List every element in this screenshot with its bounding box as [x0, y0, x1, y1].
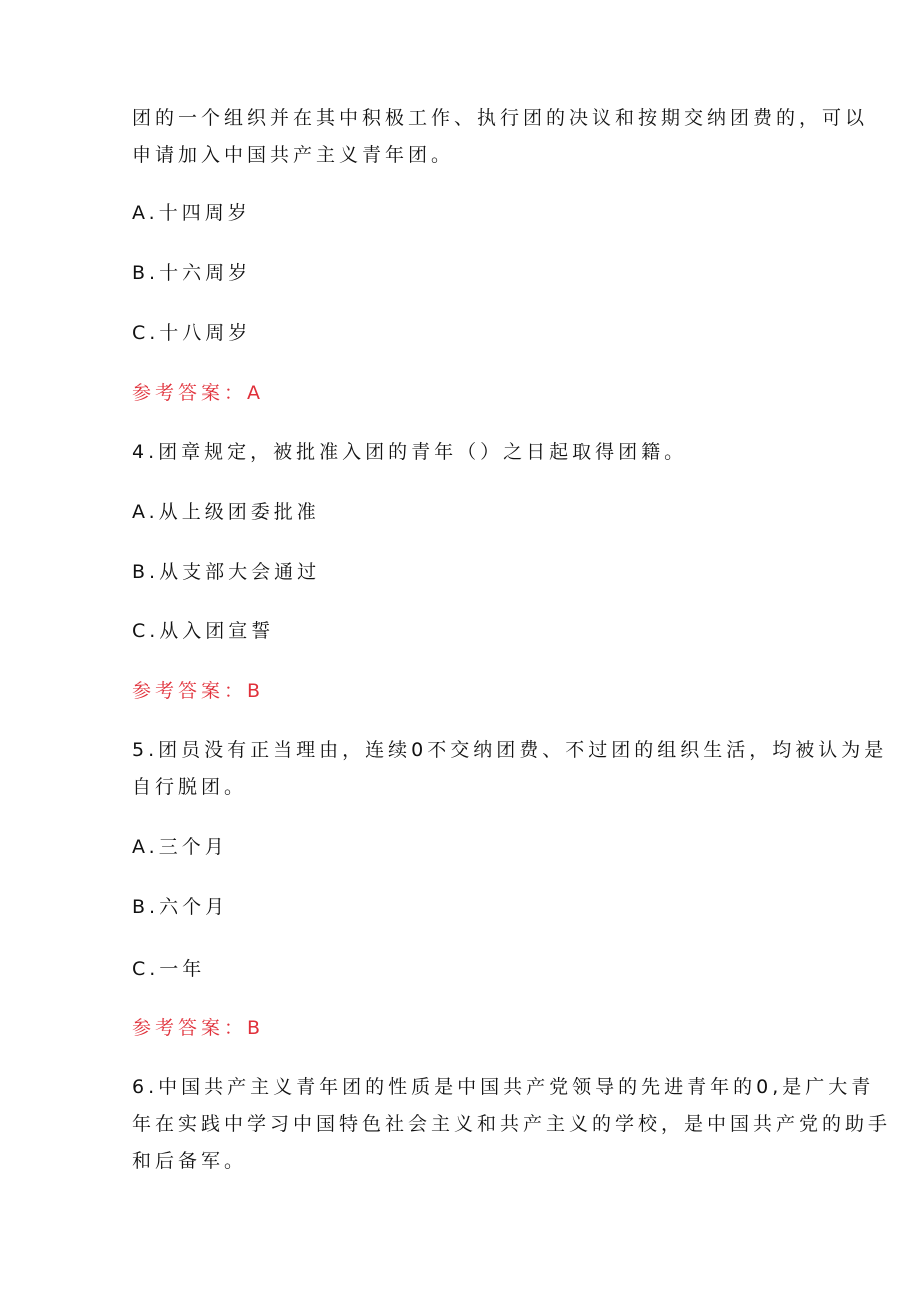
question-6-text-line-1: 6.中国共产主义青年团的性质是中国共产党领导的先进青年的0,是广大青 — [132, 1076, 875, 1098]
answer-value: A — [247, 382, 265, 404]
answer-label: 参考答案： — [132, 382, 248, 404]
question-3-option-c: C.十八周岁 — [132, 322, 252, 344]
answer-value: B — [247, 1017, 265, 1039]
question-5-option-a: A.三个月 — [132, 836, 228, 858]
question-3-answer — [132, 381, 264, 405]
question-3-option-b: B.十六周岁 — [132, 262, 252, 284]
question-5-text-line-2: 自行脱团。 — [132, 776, 248, 798]
question-5-option-c: C.一年 — [132, 958, 206, 980]
question-3-option-a: A.十四周岁 — [132, 202, 251, 224]
question-4-option-b: B.从支部大会通过 — [132, 561, 321, 583]
question-3-text-line-2: 申请加入中国共产主义青年团。 — [132, 144, 455, 166]
answer-label: 参考答案： — [132, 680, 248, 702]
answer-value: B — [247, 680, 265, 702]
answer-label: 参考答案： — [132, 1017, 248, 1039]
question-6-text-line-3: 和后备军。 — [132, 1150, 248, 1172]
question-5-text-line-1: 5.团员没有正当理由，连续0不交纳团费、不过团的组织生活，均被认为是 — [132, 739, 888, 761]
question-4-text-line-1: 4.团章规定，被批准入团的青年（）之日起取得团籍。 — [132, 441, 688, 463]
question-4-option-a: A.从上级团委批准 — [132, 501, 320, 523]
question-5-option-b: B.六个月 — [132, 896, 229, 918]
question-5-answer — [132, 1016, 264, 1040]
question-4-answer — [132, 679, 264, 703]
question-3-text-line-1: 团的一个组织并在其中积极工作、执行团的决议和按期交纳团费的，可以 — [132, 107, 869, 129]
question-6-text-line-2: 年在实践中学习中国特色社会主义和共产主义的学校，是中国共产党的助手 — [132, 1113, 892, 1135]
question-4-option-c: C.从入团宣誓 — [132, 620, 275, 642]
